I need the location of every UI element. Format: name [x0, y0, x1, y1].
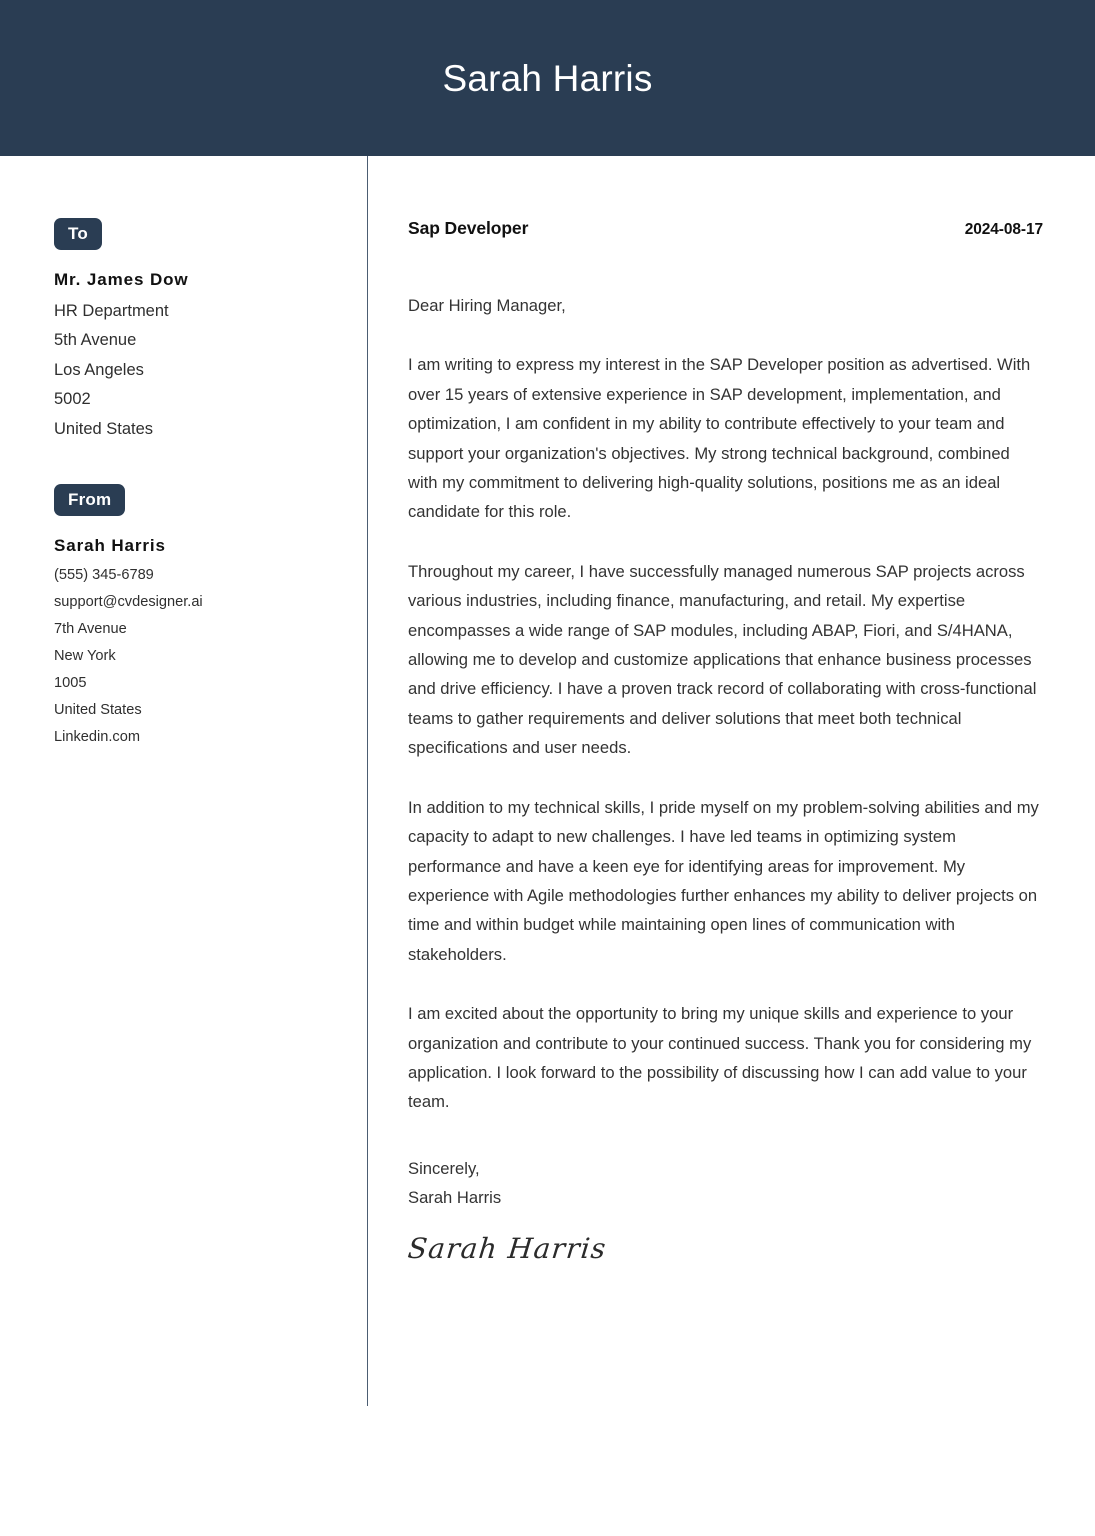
letter-paragraph: I am excited about the opportunity to bring my unique skills and experience to your organization and contribute to your continued success. Thank you for considering my application. I look forward to the possibility of discussing how I can add value to your team. [408, 1004, 1032, 1112]
letter-header-row [408, 218, 1043, 239]
sender-website: Linkedin.com [54, 728, 140, 745]
recipient-address-line: HR Department [54, 301, 169, 320]
page-title: Sarah Harris [442, 57, 653, 99]
sender-block [54, 484, 344, 751]
letter-paragraph: In addition to my technical skills, I pride myself on my problem-solving abilities and my capacity to adapt to new challenges. I have led teams in optimizing system performance and have a keen eye for identifying areas for improvement. My experience with Agile methodologies further enhances my ability to deliver projects on time and within budget while maintaining open lines of communication with stakeholders. [408, 797, 1039, 964]
document-header [0, 0, 1095, 156]
signature: Sarah Harris [406, 1231, 609, 1265]
closing-block [408, 1154, 1043, 1213]
closing-word: Sincerely, [408, 1158, 480, 1178]
recipient-address [54, 297, 344, 445]
recipient-address-line: Los Angeles [54, 360, 144, 379]
closing-name: Sarah Harris [408, 1188, 502, 1208]
sender-contact-details [54, 562, 344, 751]
recipient-address-line: 5002 [54, 390, 91, 409]
letter-paragraph: I am writing to express my interest in the SAP Developer position as advertised. With over 15 years of extensive experience in SAP development, implementation, and optimization, I am confident in my ability to contribute effectively to your team and support your organization's objectives. My strong technical background, combined with my commitment to delivering high-quality solutions, positions me as an ideal candidate for this role. [408, 355, 1031, 522]
to-badge: To [54, 218, 102, 250]
sender-address-line: 7th Avenue [54, 620, 127, 637]
letter-date: 2024-08-17 [964, 221, 1043, 238]
job-title: Sap Developer [408, 218, 529, 238]
sender-address-line: United States [54, 701, 142, 718]
letter-content [408, 156, 1043, 1263]
recipient-name: Mr. James Dow [54, 270, 189, 289]
from-badge: From [54, 484, 125, 516]
document-body [0, 156, 1095, 1536]
sidebar [54, 156, 344, 751]
salutation: Dear Hiring Manager, [408, 296, 566, 315]
letter-paragraph: Throughout my career, I have successfully managed numerous SAP projects across various industries, including finance, manufacturing, and retail. My expertise encompasses a wide range of SAP modules, including ABAP, Fiori, and S/4HANA, allowing me to develop and customize applications that enhance business processes and drive efficiency. I have a proven track record of collaborating with cross-functional teams to gather requirements and deliver solutions that meet both technical specifications and user needs. [408, 561, 1037, 758]
recipient-address-line: 5th Avenue [54, 331, 137, 350]
recipient-block [54, 218, 344, 444]
sender-address-line: 1005 [54, 674, 87, 691]
sender-email: support@cvdesigner.ai [54, 593, 203, 610]
column-divider [367, 156, 368, 1406]
sender-phone: (555) 345-6789 [54, 566, 154, 583]
sender-name: Sarah Harris [54, 536, 166, 556]
sender-address-line: New York [54, 647, 116, 664]
recipient-address-line: United States [54, 419, 154, 438]
